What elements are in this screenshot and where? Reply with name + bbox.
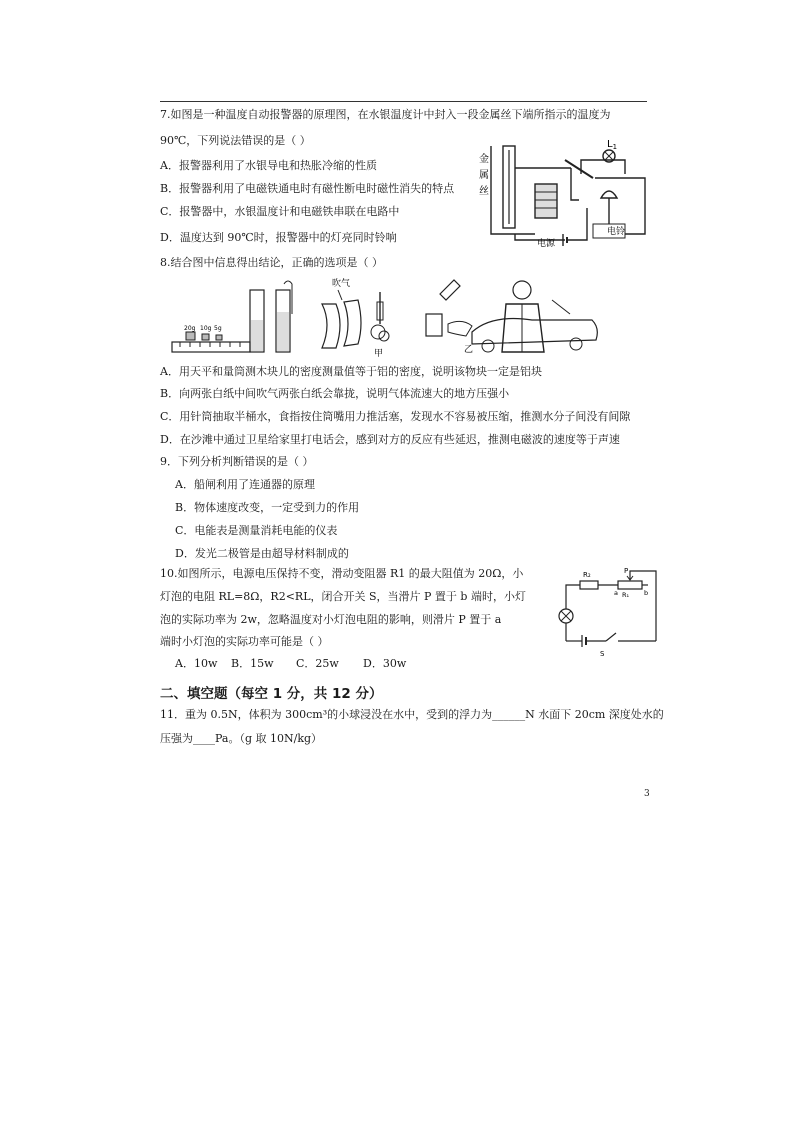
q10-options bbox=[175, 657, 406, 671]
q10-s-label: S bbox=[600, 650, 605, 658]
q9-option-b: B．物体速度改变，一定受到力的作用 bbox=[175, 501, 360, 514]
q7-lamp-label: $L_1$ bbox=[607, 139, 618, 151]
q7-bell-label: 电铃 bbox=[607, 227, 626, 237]
q10-circuit-figure bbox=[552, 565, 660, 659]
q7-option-a: A．报警器利用了水银导电和热胀冷缩的性质 bbox=[160, 159, 377, 172]
q9-stem: 9．下列分析判断错误的是（ ） bbox=[160, 455, 314, 468]
q10-option-c: C．25w bbox=[296, 657, 339, 670]
q10-a-label: a bbox=[614, 589, 618, 597]
q7-power-label: 电源 bbox=[537, 239, 556, 249]
q9-option-a: A．船闸利用了连通器的原理 bbox=[175, 478, 315, 491]
q10-r2-label: R₂ bbox=[583, 571, 591, 579]
q7-alarm-circuit-figure bbox=[475, 138, 655, 248]
q10-stem-line1: 10.如图所示，电源电压保持不变，滑动变阻器 R1 的最大阻值为 20Ω，小 bbox=[160, 567, 524, 580]
q8-option-a: A．用天平和量筒测木块儿的密度测量值等于铝的密度，说明该物块一定是铝块 bbox=[160, 365, 542, 378]
q10-option-d: D．30w bbox=[363, 657, 407, 670]
section2-heading: 二、填空题（每空 1 分，共 12 分） bbox=[160, 686, 383, 702]
q9-option-d: D．发光二极管是由超导材料制成的 bbox=[175, 547, 349, 560]
q7-wire-label-1: 金 bbox=[479, 154, 489, 165]
q7-wire-label-2: 属 bbox=[479, 170, 489, 181]
q7-option-d: D．温度达到 90℃时，报警器中的灯亮同时铃响 bbox=[160, 231, 397, 244]
q10-p-label: P bbox=[624, 567, 629, 575]
q8-weight-20g: 20g bbox=[184, 325, 196, 332]
q10-r1-label: R₁ bbox=[622, 591, 630, 599]
q10-stem-line3: 泡的实际功率为 2w，忽略温度对小灯泡电阻的影响，则滑片 P 置于 a bbox=[160, 613, 502, 626]
q10-b-label: b bbox=[644, 589, 649, 597]
q10-stem-line2: 灯泡的电阻 RL=8Ω，R2<RL，闭合开关 S，当滑片 P 置于 b 端时，小灯 bbox=[160, 590, 526, 603]
q8-option-c: C．用针筒抽取半桶水，食指按住筒嘴用力推活塞，发现水不容易被压缩，推测水分子间没有间隙 bbox=[160, 410, 631, 423]
q10-option-b: B．15w bbox=[231, 657, 274, 670]
q8-stem: 8.结合图中信息得出结论，正确的选项是（ ） bbox=[160, 256, 383, 269]
q8-blow-label: 吹气 bbox=[332, 279, 351, 289]
q10-stem-line4: 端时小灯泡的实际功率可能是（ ） bbox=[160, 635, 329, 648]
q7-stem-line1: 7.如图是一种温度自动报警器的原理图，在水银温度计中封入一段金属丝下端所指示的温度为 bbox=[160, 108, 611, 121]
q7-option-c: C．报警器中，水银温度计和电磁铁串联在电路中 bbox=[160, 205, 400, 218]
q11-line1: 11．重为 0.5N，体积为 300cm³的小球浸没在水中，受到的浮力为______N 水面下 20cm 深度处水的 bbox=[160, 708, 664, 721]
q8-weight-5g: 5g bbox=[214, 325, 222, 332]
q7-stem-line2: 90℃，下列说法错误的是（ ） bbox=[160, 134, 311, 147]
page-number: 3 bbox=[644, 789, 650, 799]
header-rule bbox=[160, 101, 647, 102]
q8-option-d: D．在沙滩中通过卫星给家里打电话会，感到对方的反应有些延迟，推测电磁波的速度等于声速 bbox=[160, 433, 620, 446]
q8-label-jia: 甲 bbox=[374, 349, 384, 359]
q7-option-b: B．报警器利用了电磁铁通电时有磁性断电时磁性消失的特点 bbox=[160, 182, 455, 195]
q11-line2: 压强为____Pa。（g 取 10N/kg） bbox=[160, 732, 323, 745]
q9-option-c: C．电能表是测量消耗电能的仪表 bbox=[175, 524, 338, 537]
q8-option-b: B．向两张白纸中间吹气两张白纸会靠拢，说明气体流速大的地方压强小 bbox=[160, 387, 510, 400]
q8-label-yi: 乙 bbox=[464, 345, 474, 355]
q8-experiments-figure bbox=[172, 274, 602, 364]
q7-wire-label-3: 丝 bbox=[479, 186, 489, 197]
q8-weight-10g: 10g bbox=[200, 325, 212, 332]
q10-option-a: A．10w bbox=[175, 657, 218, 670]
